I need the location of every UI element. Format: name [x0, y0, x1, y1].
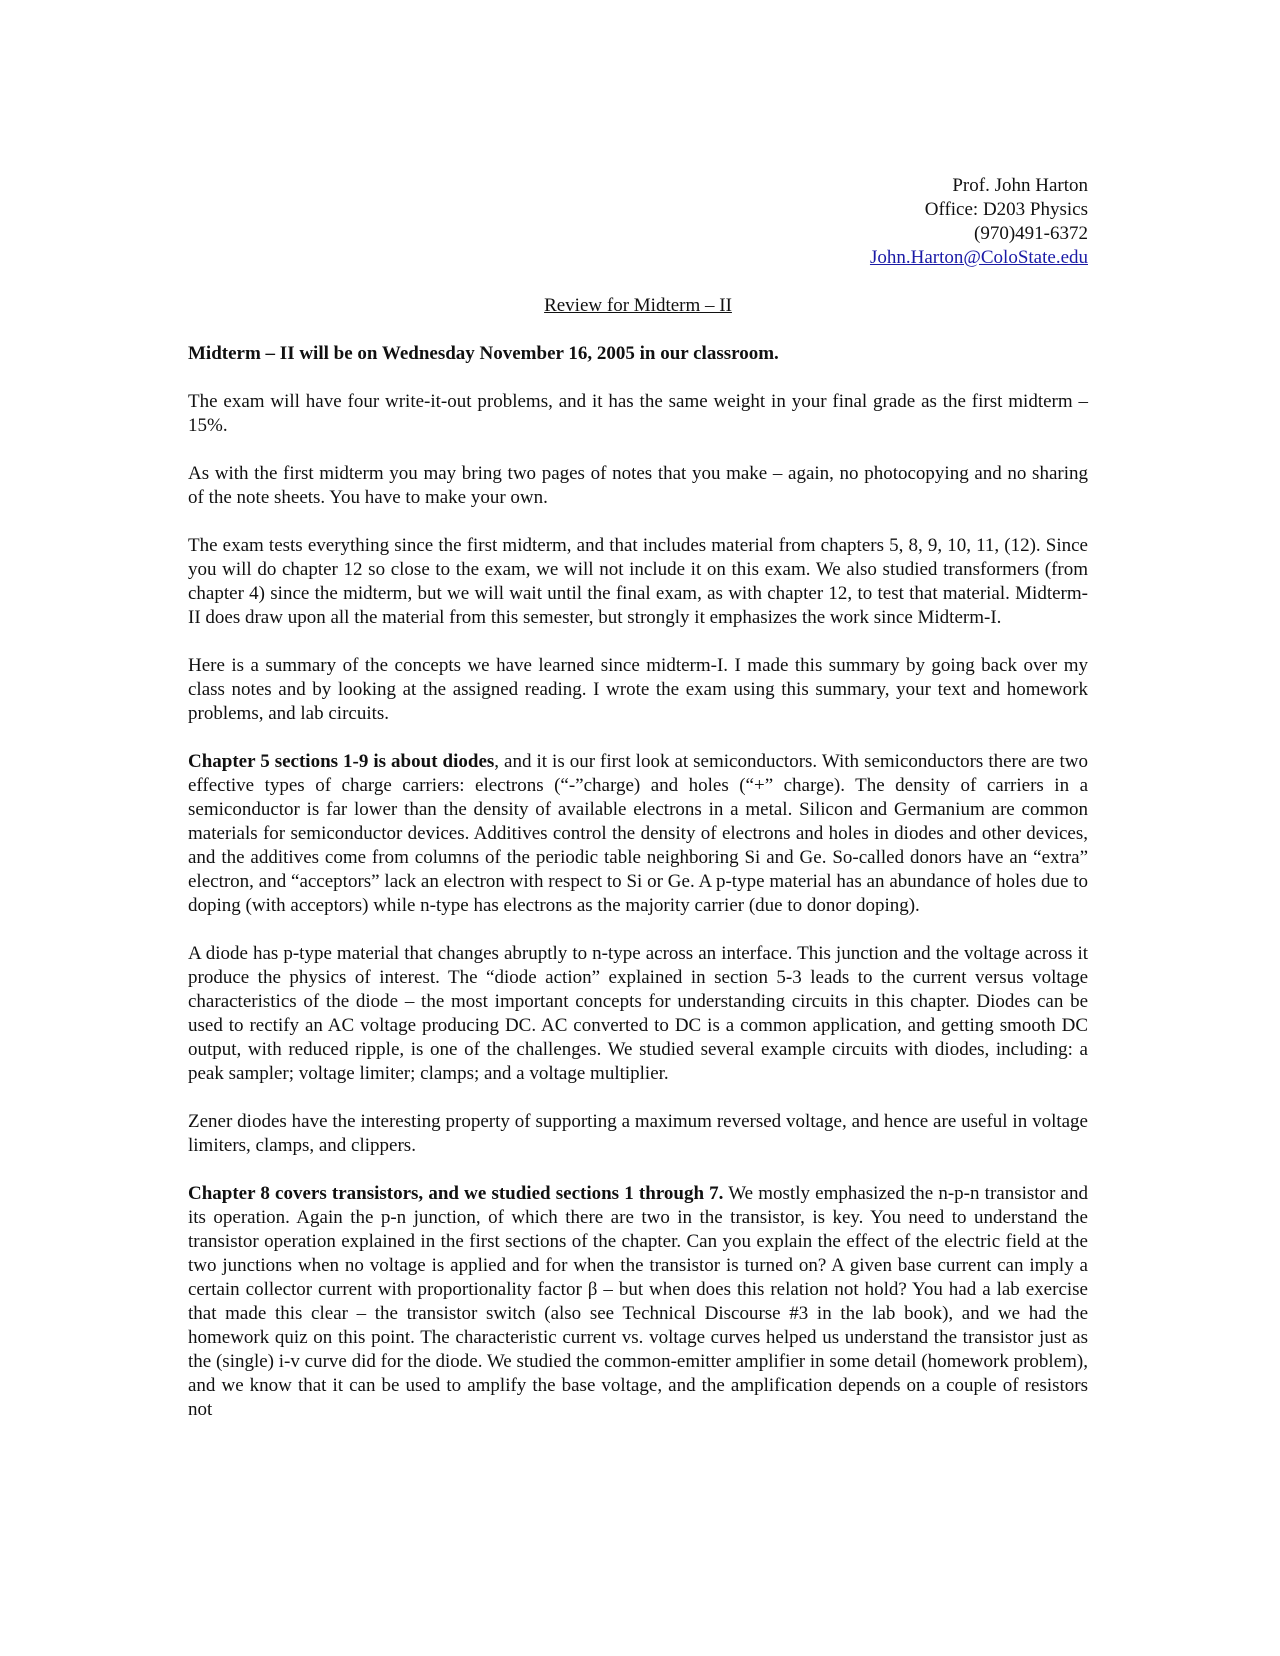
email-link[interactable]: John.Harton@ColoState.edu — [869, 247, 1088, 268]
author-header — [188, 174, 1088, 270]
author-name: Prof. John Harton — [952, 175, 1088, 196]
chapter-5-text: , and it is our first look at semiconductors. With semiconductors there are two effective types of charge carriers: electrons (“-”charge) and holes (“+” charge). The density of carriers in a semiconductor is far lower than the density of available electrons in a metal. Silicon and Germanium are common materials for semiconductor devices. Additives control the density of electrons and holes in diodes and other devices, and the additives come from columns of the periodic table neighboring Si and Ge. So-called donors have an “extra” electron, and “acceptors” lack an electron with respect to Si or Ge. A p-type material has an abundance of holes due to doping (with acceptors) while n-type has electrons as the majority carrier (due to donor doping). — [188, 751, 1088, 916]
paragraph-zener-diodes: Zener diodes have the interesting property of supporting a maximum reversed voltage, and hence are useful in voltage limiters, clamps, and clippers. — [188, 1111, 1088, 1156]
paragraph-exam-format: The exam will have four write-it-out problems, and it has the same weight in your final grade as the first midterm – 15%. — [188, 391, 1088, 436]
chapter-8-text: We mostly emphasized the n-p-n transistor and its operation. Again the p-n junction, of which there are two in the transistor, is key. You need to understand the transistor operation explained in the first sections of the chapter. Can you explain the effect of the electric field at the two junctions when no voltage is applied and for when the transistor is turned on? A given base current can imply a certain collector current with proportionality factor β – but when does this relation not hold? You had a lab exercise that made this clear – the transistor switch (also see Technical Discourse #3 in the lab book), and we had the homework quiz on this point. The characteristic current vs. voltage curves helped us understand the transistor just as the (single) i-v curve did for the diode. We studied the common-emitter amplifier in some detail (homework problem), and we know that it can be used to amplify the base voltage, and the amplification depends on a couple of resistors not — [188, 1183, 1088, 1420]
document-title: Review for Midterm – II — [544, 295, 732, 316]
paragraph-summary-intro: Here is a summary of the concepts we have learned since midterm-I. I made this summary by going back over my class notes and by looking at the assigned reading. I wrote the exam using this summary, your text and homework problems, and lab circuits. — [188, 655, 1088, 724]
paragraph-chapter-5 — [188, 750, 1088, 918]
office-location: Office: D203 Physics — [924, 199, 1088, 220]
phone-number: (970)491-6372 — [974, 223, 1088, 244]
paragraph-diode-junction: A diode has p-type material that changes abruptly to n-type across an interface. This junction and the voltage across it produce the physics of interest. The “diode action” explained in section 5-3 leads to the current versus voltage characteristics of the diode – the most important concepts for understanding circuits in this chapter. Diodes can be used to rectify an AC voltage producing DC. AC converted to DC is a common application, and getting smooth DC output, with reduced ripple, is one of the challenges. We studied several example circuits with diodes, including: a peak sampler; voltage limiter; clamps; and a voltage multiplier. — [188, 943, 1088, 1084]
paragraph-chapter-8 — [188, 1182, 1088, 1422]
paragraph-notes-policy: As with the first midterm you may bring two pages of notes that you make – again, no photocopying and no sharing of the note sheets. You have to make your own. — [188, 463, 1088, 508]
paragraph-exam-coverage: The exam tests everything since the first midterm, and that includes material from chapters 5, 8, 9, 10, 11, (12). Since you will do chapter 12 so close to the exam, we will not include it on this exam. We also studied transformers (from chapter 4) since the midterm, but we will wait until the final exam, as with chapter 12, to test that material. Midterm-II does draw upon all the material from this semester, but strongly it emphasizes the work since Midterm-I. — [188, 535, 1088, 628]
exam-date-statement: Midterm – II will be on Wednesday November 16, 2005 in our classroom. — [188, 343, 779, 364]
chapter-5-heading: Chapter 5 sections 1-9 is about diodes — [188, 751, 495, 772]
document-page — [188, 174, 1088, 1422]
chapter-8-heading: Chapter 8 covers transistors, and we studied sections 1 through 7. — [188, 1183, 724, 1204]
